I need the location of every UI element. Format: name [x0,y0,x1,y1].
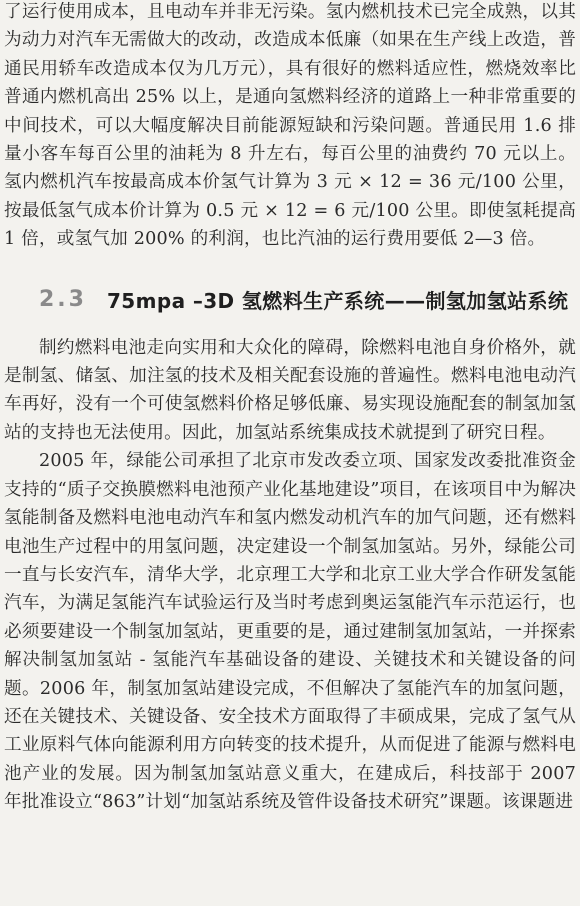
body-paragraph: 2005 年，绿能公司承担了北京市发改委立项、国家发改委批准资金支持的“质子交换膜燃料电池预产业化基地建设”项目，在该项目中为解决氢能制备及燃料电池电动汽车和氢内燃发动机汽车的加气问题，还有燃料电池生产过程中的用氢问题，决定建设一个制氢加氢站。另外，绿能公司一直与长安汽车，清华大学，北京理工大学和北京工业大学合作研发氢能汽车，为满足氢能汽车试验运行及当时考虑到奥运氢能汽车示范运行，也必须要建设一个制氢加氢站，更重要的是，通过建制氢加氢站，一并探索解决制氢加氢站 - 氢能汽车基础设备的建设、关键技术和关键设备的问题。2006 年，制氢加氢站建设完成，不但解决了氢能汽车的加氢问题，还在关键技术、关键设备、安全技术方面取得了丰硕成果，完成了氢气从工业原料气体向能源利用方向转变的技术提升，从而促进了能源与燃料电池产业的发展。因为制氢加氢站意义重大，在建成后，科技部于 2007 年批准设立“863”计划“加氢站系统及管件设备技术研究”课题。该课题进 [4,451,576,813]
section-heading [39,284,576,316]
section-title: 75mpa –3D 氢燃料生产系统——制氢加氢站系统 [106,289,569,314]
body-paragraph: 制约燃料电池走向实用和大众化的障碍，除燃料电池自身价格外，就是制氢、储氢、加注氢的技术及相关配套设施的普遍性。燃料电池电动汽车再好，没有一个可使氢燃料价格足够低廉、易实现设施配套的制氢加氢站的支持也无法使用。因此，加氢站系统集成技术就提到了研究日程。 [4,337,576,443]
body-paragraph: 了运行使用成本，且电动车并非无污染。氢内燃机技术已完全成熟，以其为动力对汽车无需做大的改动，改造成本低廉（如果在生产线上改造，普通民用轿车改造成本仅为几万元），具有很好的燃料适应性，燃烧效率比普通内燃机高出 25% 以上，是通向氢燃料经济的道路上一种非常重要的中间技术，可以大幅度解决目前能源短缺和污染问题。普通民用 1.6 排量小客车每百公里的油耗为 8 升左右，每百公里的油费约 70 元以上。氢内燃机汽车按最高成本价氢气计算为 3 元 × 12 = 36 元/100 公里，按最低氢气成本价计算为 0.5 元 × 12 = 6 元/100 公里。即使氢耗提高 1 倍，或氢气加 200% 的利润，也比汽油的运行费用要低 2—3 倍。 [4,2,576,250]
section-number: 2.3 [39,287,87,313]
